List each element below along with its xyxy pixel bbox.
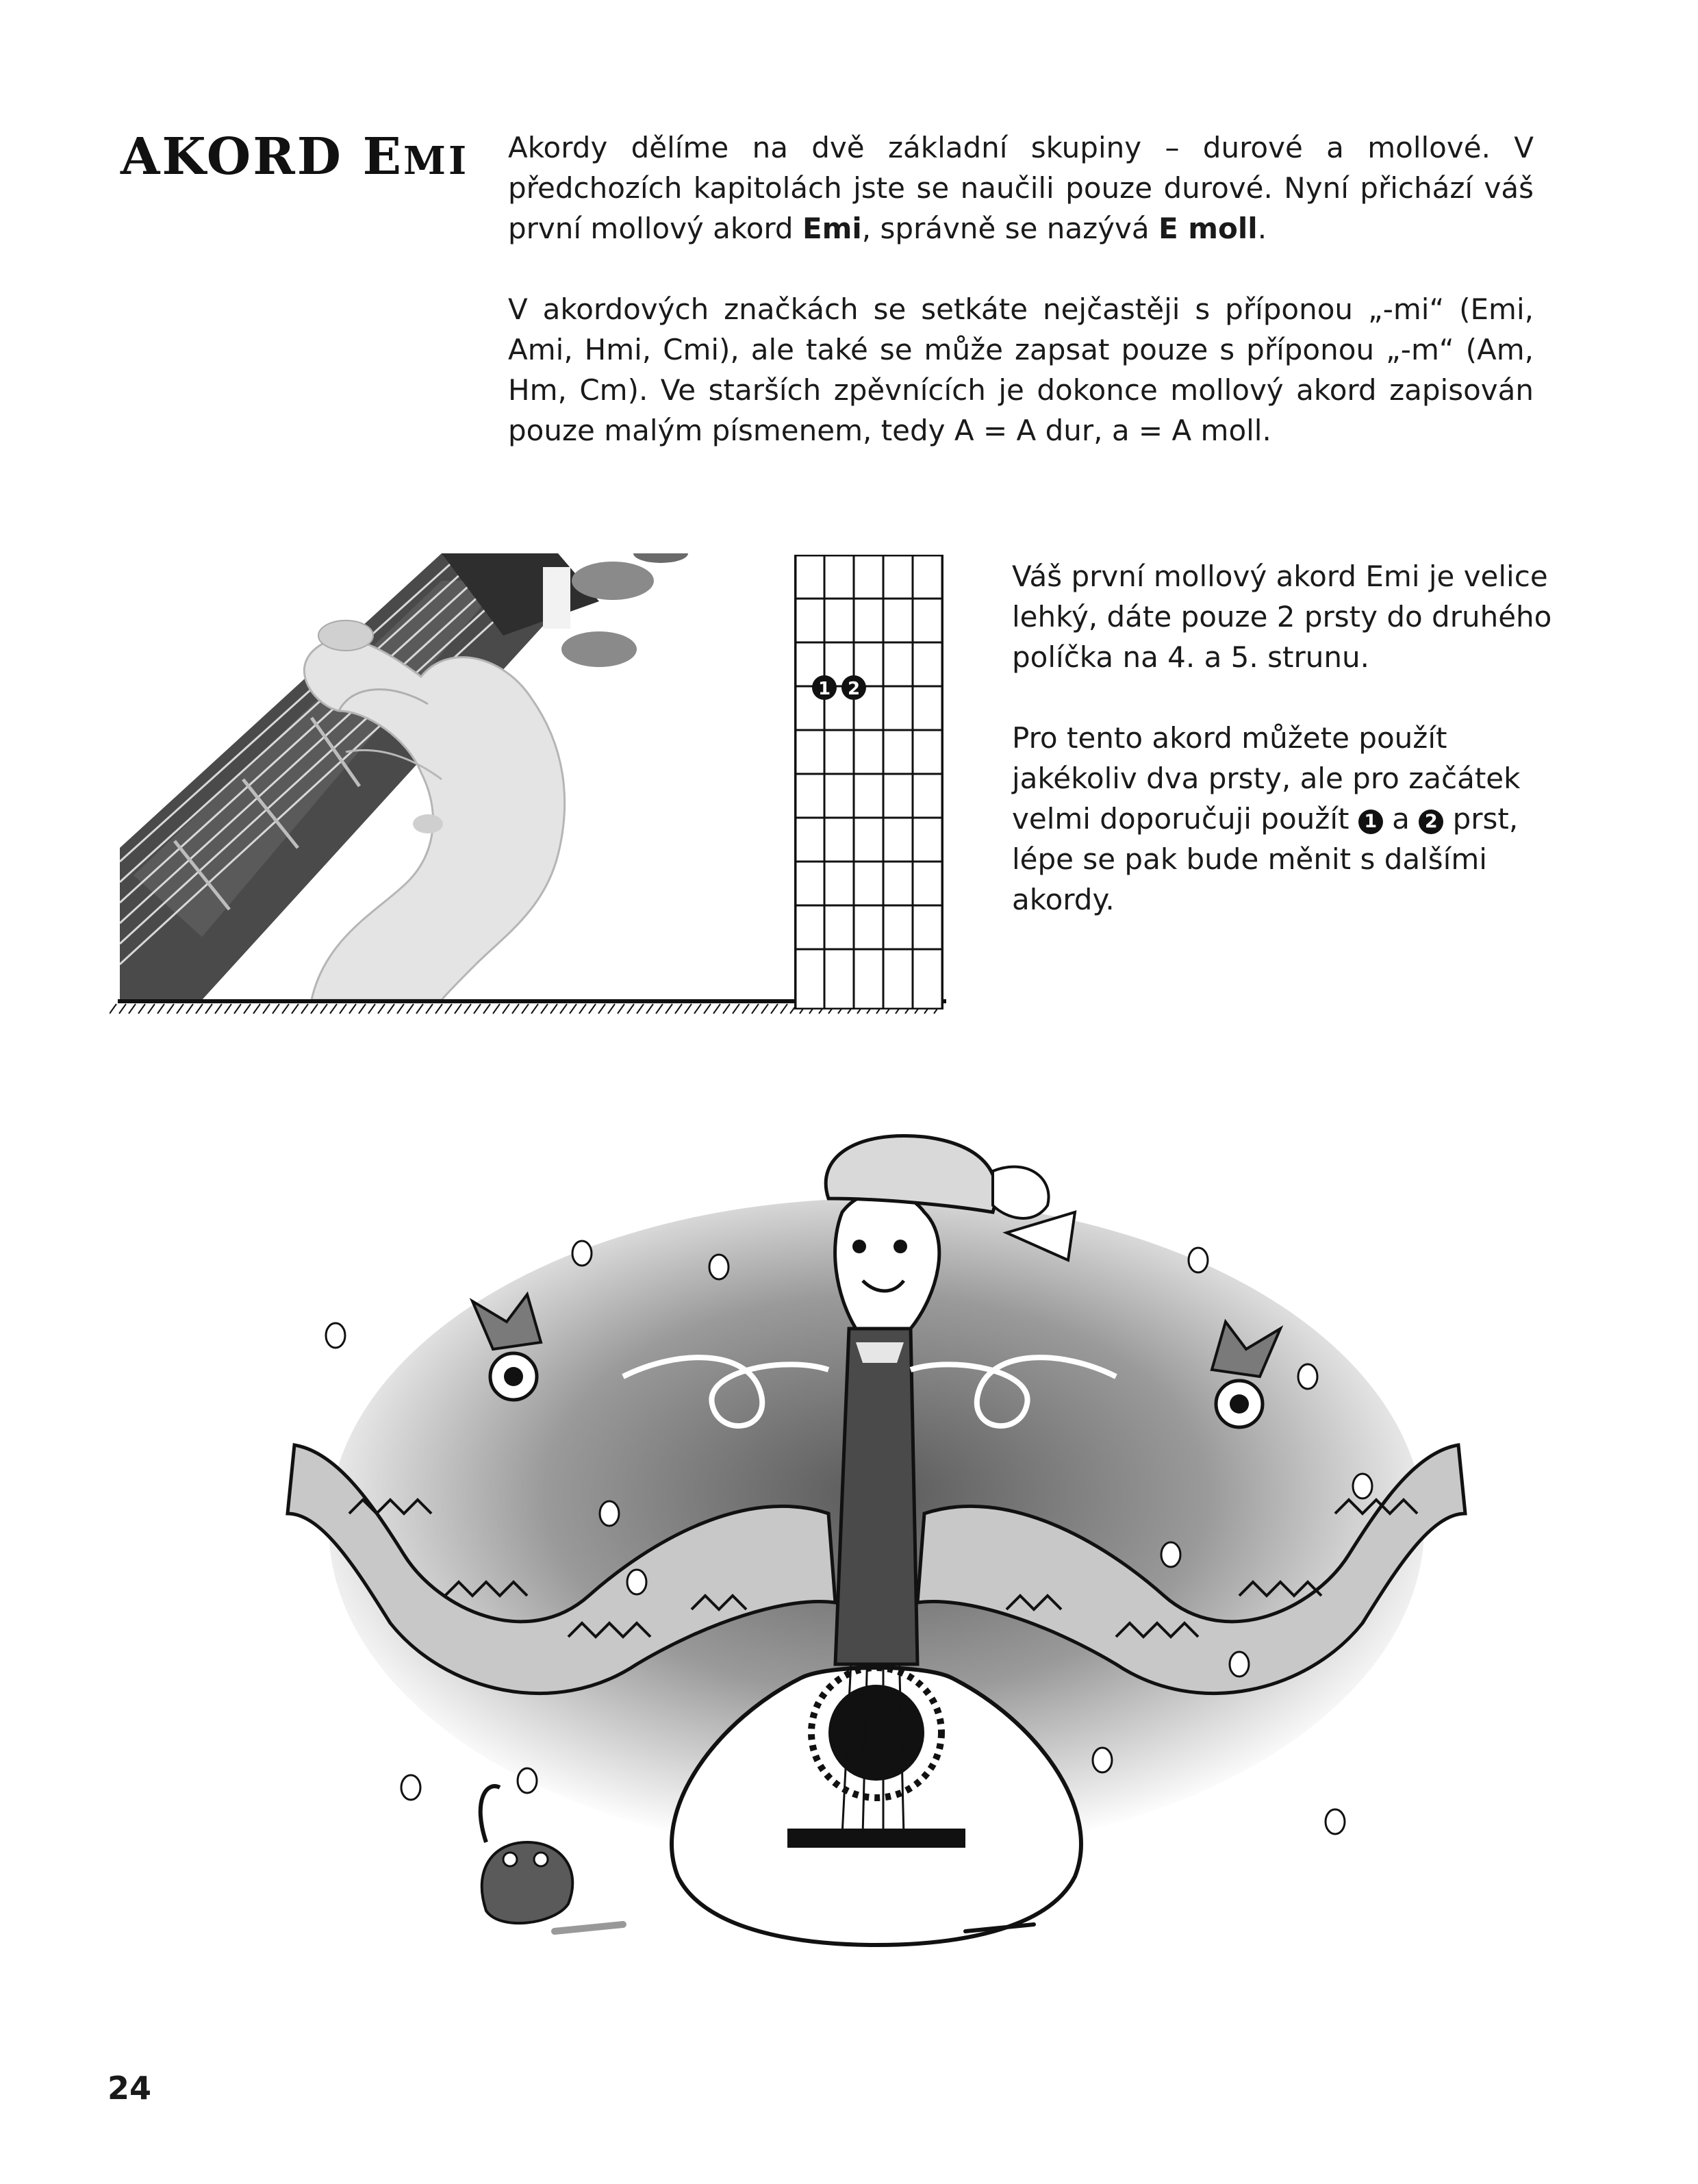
chapter-title-suffix: MI — [403, 138, 470, 184]
guitar-character-illustration — [267, 1130, 1486, 1952]
finger-1-icon: 1 — [1358, 809, 1383, 834]
intro-p1-text-c: . — [1257, 212, 1267, 245]
side-p2-text-mid: a — [1382, 802, 1419, 836]
intro-text — [508, 127, 1534, 491]
chord-diagram — [794, 555, 943, 1009]
finger-label-2: 2 — [847, 679, 861, 699]
side-p2-text-a: Pro tento akord můžete použít jakékoliv dva prsty, ale pro začátek velmi doporučuji použít — [1012, 721, 1521, 836]
side-text — [1012, 556, 1560, 960]
chapter-title — [121, 127, 469, 186]
finger-marker-1 — [812, 675, 837, 700]
intro-paragraph-2: V akordových značkách se setkáte nejčastěji s příponou „-mi“ (Emi, Ami, Hmi, Cmi), ale také se může zapsat pouze s příponou „-m“ (Am, Hm, Cm). Ve starších zpěvnících je dokonce mollový akord zapisován pouze malým písmenem, tedy A = A dur, a = A moll. — [508, 292, 1534, 447]
side-p2-text-b: prst, lépe se pak bude měnit s dalšími akordy. — [1012, 802, 1519, 916]
chapter-title-main: AKORD E — [121, 127, 404, 186]
intro-paragraph-1 — [508, 127, 1534, 249]
finger-marker-2 — [841, 675, 866, 700]
side-paragraph-1: Váš první mollový akord Emi je velice lehký, dáte pouze 2 prsty do druhého políčka na 4. a 5. strunu. — [1012, 560, 1552, 674]
page-number: 24 — [107, 2070, 152, 2107]
hand-on-guitar-photo — [120, 553, 826, 1000]
finger-2-icon: 2 — [1419, 809, 1443, 834]
side-paragraph-2 — [1012, 718, 1560, 920]
intro-p1-bold-emi: Emi — [802, 212, 862, 245]
intro-p1-text-b: , správně se nazývá — [861, 212, 1158, 245]
intro-p1-text-a: Akordy dělíme na dvě základní skupiny – durové a mollové. V předchozích kapitolách jste se naučili pouze durové. Nyní přichází váš první mollový akord — [508, 131, 1534, 245]
finger-label-1: 1 — [818, 679, 831, 699]
intro-p1-bold-emoll: E moll — [1158, 212, 1258, 245]
